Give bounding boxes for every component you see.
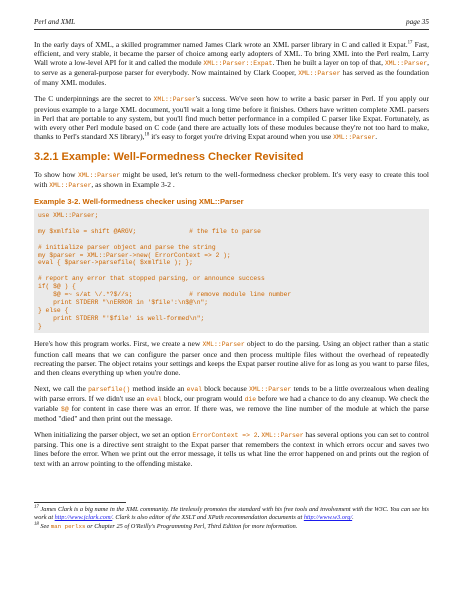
text-run: Next, we call the	[34, 383, 89, 393]
example-title: Example 3-2. Well-formedness checker using XML::Parser	[34, 197, 244, 207]
w3c-link[interactable]: http://www.w3.org/	[303, 514, 353, 521]
text-run: block, our program would	[161, 393, 245, 403]
code-line: eval { $parser->parsefile( $xmlfile ); };	[38, 259, 193, 267]
code-line	[38, 267, 425, 275]
paragraph-error-context	[34, 430, 429, 467]
paragraph-eval-block	[34, 384, 429, 423]
code-line: # report any error that stopped parsing, or announce success	[38, 275, 265, 283]
text-run: .	[352, 514, 354, 521]
code-line: my $parser = XML::Parser->new( ErrorContext => 2 );	[38, 251, 231, 259]
code-line	[38, 236, 425, 244]
inline-code: XML::Parser	[384, 60, 428, 68]
inline-code: die	[244, 395, 257, 403]
paragraph-example-intro	[34, 170, 429, 190]
footnote-17	[34, 506, 429, 522]
text-run: has several options you can set to control parsing. This one is a directive sent straight to the Expat parser that remembers the context in which errors occur and saves two lines before the error. When we print out the error message, it tells us what line the error happened on and prints out the region of text with an arrow pointing to the offending mistake.	[34, 430, 430, 468]
page-body	[34, 40, 429, 475]
inline-code: XML::Parser	[261, 432, 304, 440]
text-run: .	[257, 430, 262, 440]
text-run: Fast, efficient, and very stable, it became the parser of choice among early adopters of XML. To bring XML into the Perl realm, Larry Wall wrote a low-level API for it and called the module	[34, 40, 429, 68]
footnote-rule	[34, 502, 126, 503]
text-run: has served as the foundation of many XML modules.	[34, 68, 429, 88]
text-run: it's easy to forget you're driving Expat around when you use	[149, 131, 334, 141]
text-run: method inside an	[130, 383, 187, 393]
text-run: or Chapter 25 of O'Reilly's Programming Perl, Third Edition for more information.	[85, 523, 298, 530]
inline-code: eval	[186, 385, 202, 393]
text-run: In the early days of XML, a skilled programmer named James Clark wrote an XML parser library in C and called it Expat.	[34, 40, 408, 49]
footnote-ref-17[interactable]: 17	[407, 40, 413, 46]
inline-code: ErrorContext => 2	[192, 432, 258, 440]
code-listing	[34, 209, 429, 333]
code-line: print STDERR "\nERROR in '$file':\n$@\n";	[38, 298, 209, 306]
inline-code: parsefile()	[88, 385, 131, 393]
text-run: block because	[202, 383, 250, 393]
code-line: my $xmlfile = shift @ARGV; # the file to parse	[38, 227, 261, 235]
inline-code: XML::Parser	[49, 182, 92, 190]
inline-code: XML::Parser::Expat	[203, 60, 273, 68]
footnote-ref-18[interactable]: 18	[144, 132, 150, 138]
inline-code: XML::Parser	[249, 385, 292, 393]
inline-code: XML::Parser	[153, 96, 196, 104]
paragraph-c-underpinnings	[34, 94, 429, 141]
inline-code: $@	[61, 406, 69, 414]
code-line: } else {	[38, 306, 69, 314]
text-run: Here's how this program works. First, we create a new	[34, 339, 203, 349]
footnotes	[34, 506, 429, 532]
jclark-link[interactable]: http://www.jclark.com/	[54, 514, 113, 521]
text-run: , as shown in Example 3-2 .	[91, 180, 175, 190]
footnote-number: 17	[34, 504, 39, 510]
text-run: 's success. We've seen how to write a basic parser in Perl. If you apply our previous example to a large XML document, you'll wait a long time before it finishes. Others have written complete XML parsers in Perl that are portable to any system, but you'll find much better performance in a compiled C parser like Expat. Fortunately, as with every other Perl module based on C code (and there are actually lots of these modules because they're not too hard to make, thanks to Perl's standard XS library),	[34, 94, 429, 141]
text-run: . Then he built a layer on top of that,	[272, 58, 385, 68]
text-run: James Clark is a big name in the XML community. He tirelessly promotes the standard with his free tools and involvement with the W3C. You can see his work at	[34, 506, 429, 521]
text-run: before we had a chance to do any cleanup. We check the variable	[34, 393, 429, 414]
header-page-number: page 35	[406, 18, 429, 26]
inline-code: eval	[146, 395, 162, 403]
text-run: . Clark is also editor of the XSLT and XPath recommendation documents at	[112, 514, 304, 521]
text-run: To show how	[34, 169, 78, 179]
text-run: .	[375, 131, 378, 141]
code-line: }	[38, 322, 42, 330]
paragraph-how-it-works	[34, 339, 429, 376]
code-line: # initialize parser object and parse the string	[38, 243, 216, 251]
text-run: for content in case there was an error. If there was, we remove the line number of the module at which the parse method "died" and then print out the message.	[34, 404, 429, 424]
inline-code: XML::Parser	[77, 171, 121, 179]
code-line: $@ =~ s/at \/.*?$//s; # remove module line number	[38, 291, 292, 299]
inline-code: XML::Parser	[202, 341, 245, 349]
header-rule	[34, 29, 429, 30]
inline-code: man perlxs	[50, 523, 86, 530]
running-header	[34, 18, 429, 28]
text-run: tends to be a little overzealous when dealing with parse errors. If we didn't use an	[34, 383, 429, 403]
code-line: use XML::Parser;	[38, 212, 99, 220]
text-run: object to do the parsing. Using an object rather than a static function call means that we can configure the parser once and then process multiple files without the overhead of repeatedly recreating the parser. The object retains your settings and keeps the Expat parser routine alive for as long as you want to parse files, and then cleans everything up when you're done.	[34, 339, 429, 377]
inline-code: XML::Parser	[333, 133, 376, 141]
inline-code: XML::Parser	[298, 70, 341, 78]
footnote-number: 18	[34, 521, 39, 527]
paragraph-expat-history	[34, 40, 429, 87]
text-run: , to serve as a general-purpose parser for everybody. Now maintained by Clark Cooper,	[34, 58, 429, 78]
code-line: if( $@ ) {	[38, 283, 76, 291]
code-line: print STDERR "'$file' is well-formed\n";	[38, 314, 205, 322]
text-run: See	[38, 523, 51, 530]
text-run: might be used, let's return to the well-formedness checker problem. It's very easy to create this tool with	[34, 169, 429, 190]
text-run: When initializing the parser object, we set an option	[34, 430, 193, 440]
text-run: The C underpinnings are the secret to	[34, 94, 154, 104]
code-line	[38, 220, 425, 228]
header-book-title: Perl and XML	[34, 18, 76, 26]
section-heading: 3.2.1 Example: Well-Formedness Checker Revisited	[34, 150, 304, 163]
footnote-18	[34, 523, 429, 531]
